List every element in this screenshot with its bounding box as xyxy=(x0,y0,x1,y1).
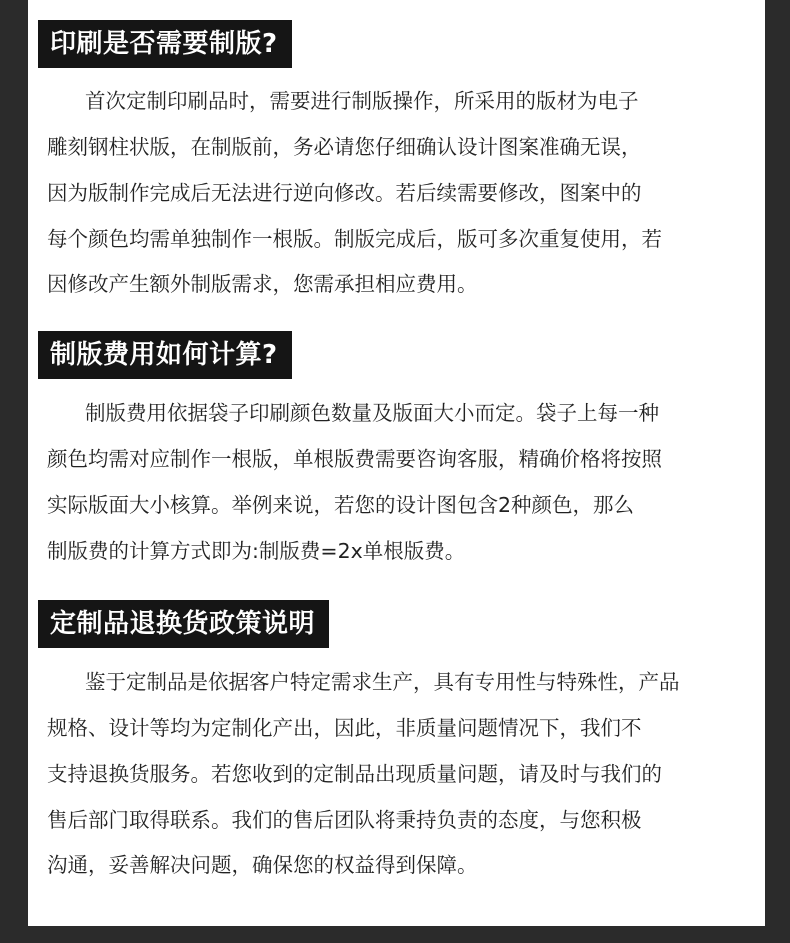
paragraph-line: 鉴于定制品是依据客户特定需求生产，具有专用性与特殊性，产品 xyxy=(85,670,680,694)
paragraph-line: 雕刻钢柱状版，在制版前，务必请您仔细确认设计图案准确无误， xyxy=(47,135,642,159)
section-title-plate-fee: 制版费用如何计算? xyxy=(38,331,292,379)
paragraph-line: 首次定制印刷品时，需要进行制版操作，所采用的版材为电子 xyxy=(85,89,639,113)
paragraph-line: 颜色均需对应制作一根版，单根版费需要咨询客服，精确价格将按照 xyxy=(47,447,662,471)
content-panel xyxy=(28,0,765,926)
paragraph-line: 制版费的计算方式即为:制版费=2x单根版费。 xyxy=(47,539,466,563)
paragraph-line: 制版费用依据袋子印刷颜色数量及版面大小而定。袋子上每一种 xyxy=(85,401,659,425)
section-title-plate-making: 印刷是否需要制版? xyxy=(38,20,292,68)
paragraph-line: 因为版制作完成后无法进行逆向修改。若后续需要修改，图案中的 xyxy=(47,181,642,205)
paragraph-line: 规格、设计等均为定制化产出，因此，非质量问题情况下，我们不 xyxy=(47,716,642,740)
paragraph-line: 支持退换货服务。若您收到的定制品出现质量问题，请及时与我们的 xyxy=(47,762,662,786)
paragraph-line: 因修改产生额外制版需求，您需承担相应费用。 xyxy=(47,272,478,296)
paragraph-line: 沟通，妥善解决问题，确保您的权益得到保障。 xyxy=(47,853,478,877)
paragraph-line: 实际版面大小核算。举例来说，若您的设计图包含2种颜色，那么 xyxy=(47,493,635,517)
section-title-return-policy: 定制品退换货政策说明 xyxy=(38,600,329,648)
paragraph-line: 售后部门取得联系。我们的售后团队将秉持负责的态度，与您积极 xyxy=(47,808,642,832)
paragraph-line: 每个颜色均需单独制作一根版。制版完成后，版可多次重复使用，若 xyxy=(47,227,662,251)
